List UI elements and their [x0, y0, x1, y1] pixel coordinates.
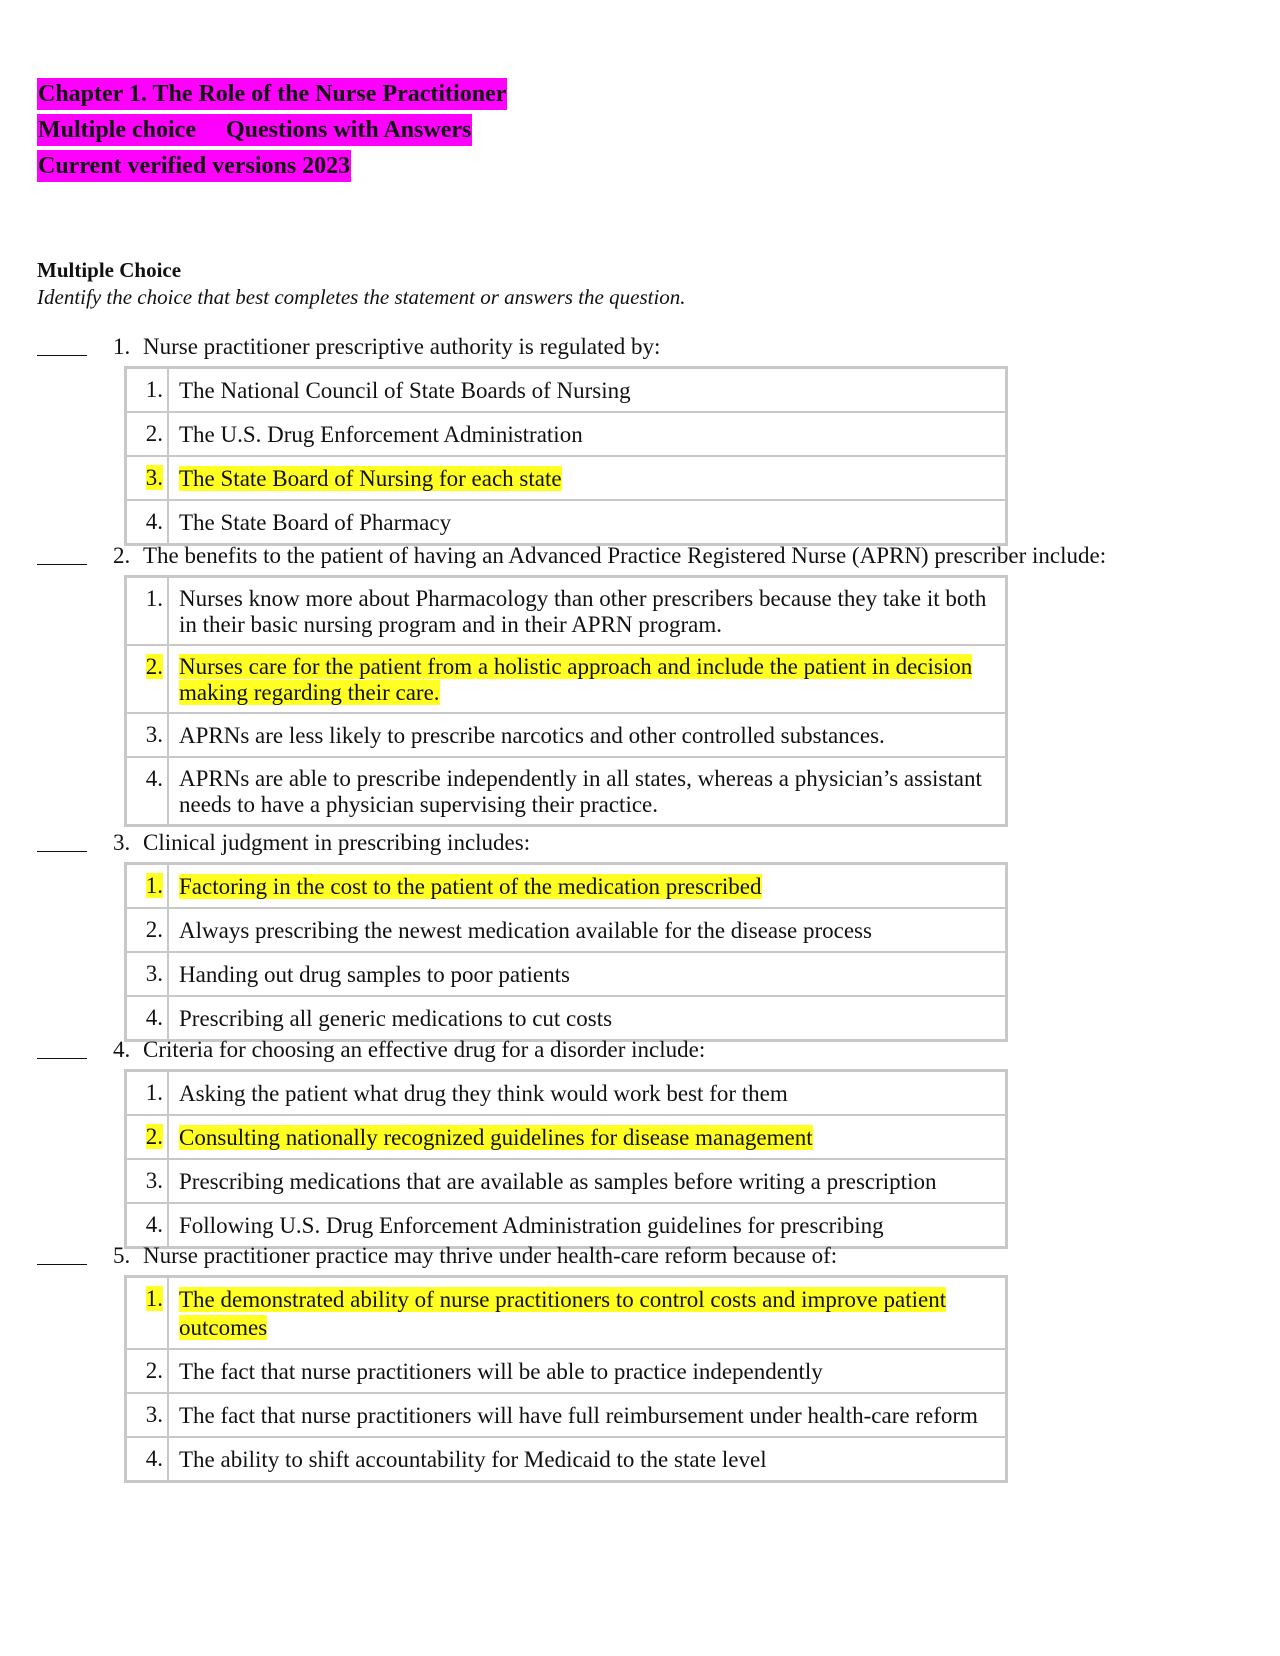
question-text: Nurse practitioner practice may thrive under health-care reform because of:: [143, 1243, 838, 1268]
option-number: 1.: [126, 1071, 169, 1116]
option-row[interactable]: [126, 996, 1007, 1041]
question-number: 3.: [113, 830, 131, 855]
answer-blank[interactable]: [37, 1264, 87, 1265]
option-row[interactable]: [126, 500, 1007, 545]
option-number: 2.: [126, 412, 169, 456]
option-row[interactable]: [126, 713, 1007, 757]
chapter-version: Current verified versions 2023: [37, 150, 351, 182]
option-text: APRNs are able to prescribe independently in all states, whereas a physician’s assistant needs to have a physician supervising their practice.: [168, 757, 1007, 826]
options-table: [124, 575, 1008, 827]
option-text: The ability to shift accountability for Medicaid to the state level: [168, 1437, 1007, 1482]
option-row[interactable]: [126, 908, 1007, 952]
chapter-title: Chapter 1. The Role of the Nurse Practitioner: [37, 78, 507, 110]
section-instruction: Identify the choice that best completes the statement or answers the question.: [37, 285, 686, 309]
option-text: Following U.S. Drug Enforcement Administration guidelines for prescribing: [168, 1203, 1007, 1248]
option-number: 3.: [145, 465, 163, 490]
option-text: Consulting nationally recognized guidelines for disease management: [179, 1125, 813, 1150]
question-text: Criteria for choosing an effective drug for a disorder include:: [143, 1037, 706, 1062]
option-text: The demonstrated ability of nurse practitioners to control costs and improve patient outcomes: [179, 1287, 947, 1340]
option-row-correct[interactable]: [126, 456, 1007, 500]
option-text: Nurses know more about Pharmacology than other prescribers because they take it both in their basic nursing program and in their APRN program.: [168, 577, 1007, 646]
options-table: [124, 1069, 1008, 1249]
option-number: 2.: [126, 1349, 169, 1393]
options-table: [124, 366, 1008, 546]
question-text: Nurse practitioner prescriptive authority is regulated by:: [143, 334, 661, 359]
chapter-subtitle: Multiple choice Questions with Answers: [37, 114, 472, 146]
answer-blank[interactable]: [37, 355, 87, 356]
option-number: 1.: [126, 577, 169, 646]
option-text: The National Council of State Boards of Nursing: [168, 368, 1007, 413]
option-row[interactable]: [126, 1393, 1007, 1437]
question-number: 5.: [113, 1243, 131, 1268]
option-row[interactable]: [126, 577, 1007, 646]
option-row-correct[interactable]: [126, 864, 1007, 909]
option-row[interactable]: [126, 368, 1007, 413]
question-number: 1.: [113, 334, 131, 359]
option-row-correct[interactable]: [126, 645, 1007, 713]
option-number: 4.: [126, 1203, 169, 1248]
option-text: The fact that nurse practitioners will be able to practice independently: [168, 1349, 1007, 1393]
option-text: Always prescribing the newest medication available for the disease process: [168, 908, 1007, 952]
question-text: The benefits to the patient of having an Advanced Practice Registered Nurse (APRN) prescriber include:: [143, 543, 1107, 568]
option-text: The State Board of Nursing for each state: [179, 466, 562, 491]
question-text: Clinical judgment in prescribing includes:: [143, 830, 531, 855]
option-number: 4.: [126, 500, 169, 545]
option-row[interactable]: [126, 1071, 1007, 1116]
question-number: 2.: [113, 543, 131, 568]
option-text: The State Board of Pharmacy: [168, 500, 1007, 545]
option-text: Prescribing medications that are available as samples before writing a prescription: [168, 1159, 1007, 1203]
option-number: 2.: [126, 908, 169, 952]
option-text: Nurses care for the patient from a holistic approach and include the patient in decision making regarding their care.: [179, 654, 973, 705]
answer-blank[interactable]: [37, 564, 87, 565]
option-text: APRNs are less likely to prescribe narcotics and other controlled substances.: [168, 713, 1007, 757]
option-number: 4.: [126, 996, 169, 1041]
section-title: Multiple Choice: [37, 258, 182, 282]
option-text: The U.S. Drug Enforcement Administration: [168, 412, 1007, 456]
option-row[interactable]: [126, 412, 1007, 456]
option-number: 4.: [126, 757, 169, 826]
option-number: 1.: [145, 873, 163, 898]
option-number: 4.: [126, 1437, 169, 1482]
option-number: 3.: [126, 1393, 169, 1437]
option-text: The fact that nurse practitioners will have full reimbursement under health-care reform: [168, 1393, 1007, 1437]
question-number: 4.: [113, 1037, 131, 1062]
option-number: 3.: [126, 713, 169, 757]
option-row[interactable]: [126, 1349, 1007, 1393]
answer-blank[interactable]: [37, 851, 87, 852]
option-row[interactable]: [126, 1159, 1007, 1203]
option-number: 1.: [145, 1286, 163, 1311]
option-text: Handing out drug samples to poor patients: [168, 952, 1007, 996]
option-number: 3.: [126, 952, 169, 996]
option-text: Factoring in the cost to the patient of the medication prescribed: [179, 874, 762, 899]
option-text: Asking the patient what drug they think would work best for them: [168, 1071, 1007, 1116]
option-row[interactable]: [126, 757, 1007, 826]
option-row-correct[interactable]: [126, 1115, 1007, 1159]
option-text: Prescribing all generic medications to cut costs: [168, 996, 1007, 1041]
option-number: 2.: [145, 1124, 163, 1149]
answer-blank[interactable]: [37, 1058, 87, 1059]
option-row-correct[interactable]: [126, 1277, 1007, 1350]
options-table: [124, 1275, 1008, 1483]
option-number: 1.: [126, 368, 169, 413]
option-number: 3.: [126, 1159, 169, 1203]
option-row[interactable]: [126, 1203, 1007, 1248]
option-row[interactable]: [126, 952, 1007, 996]
options-table: [124, 862, 1008, 1042]
option-row[interactable]: [126, 1437, 1007, 1482]
option-number: 2.: [145, 654, 163, 679]
